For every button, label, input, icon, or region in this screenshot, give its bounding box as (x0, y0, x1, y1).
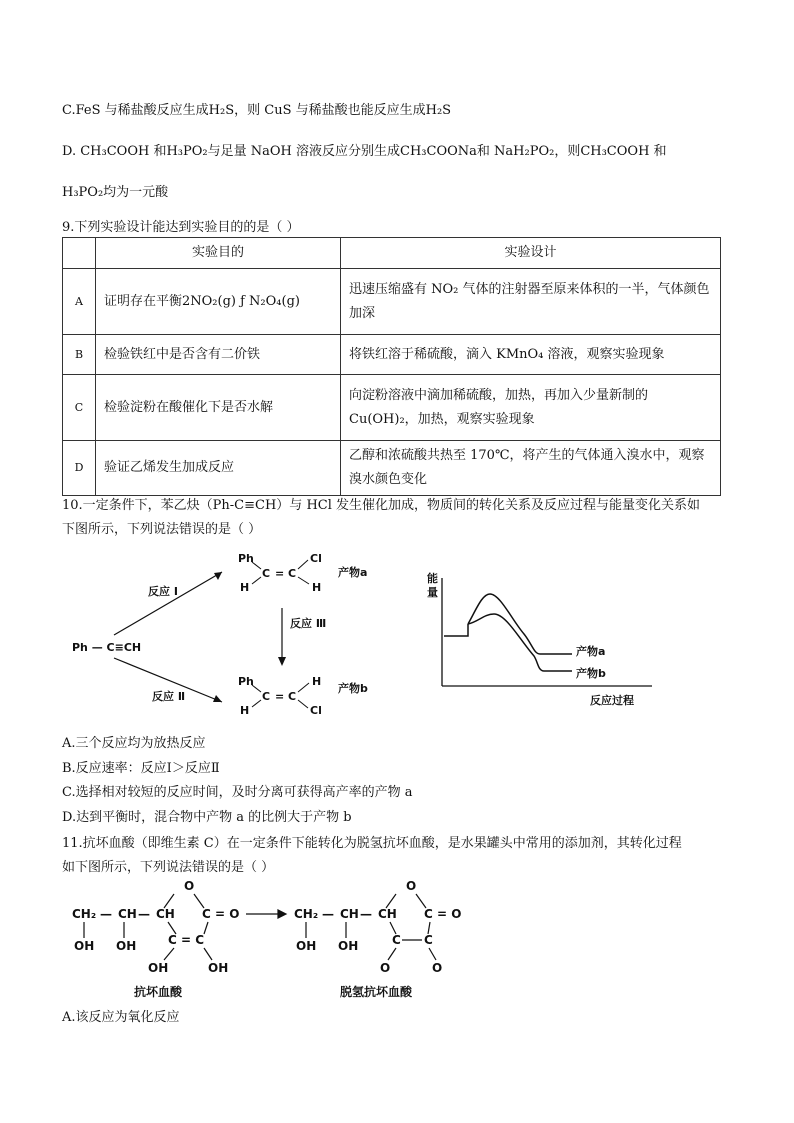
dash-label: — (100, 907, 112, 921)
row-purpose: 证明存在平衡2NO₂(g) ƒ N₂O₄(g) (96, 269, 341, 335)
q8-option-c (62, 99, 451, 118)
reaction-2-label: 反应 Ⅱ (152, 690, 186, 703)
bond (416, 894, 426, 908)
bond (298, 577, 309, 584)
c-eq-o-label: C = O (202, 907, 240, 921)
ch2-label: CH₂ (72, 907, 97, 921)
bond (298, 700, 308, 708)
row-design: 将铁红溶于稀硫酸，滴入 KMnO₄ 溶液，观察实验现象 (341, 335, 721, 375)
bond (194, 894, 204, 908)
bond (298, 560, 308, 569)
product-b-label: 产物b (338, 682, 368, 695)
q8-option-d-cont: H₃PO₂均为一元酸 (62, 185, 169, 200)
o-label: O (380, 961, 391, 975)
bond (252, 562, 261, 569)
option-text: FeS 与稀盐酸反应生成H₂S，则 CuS 与稀盐酸也能反应生成H₂S (75, 103, 452, 118)
option-prefix: C. (62, 103, 76, 118)
equals-label: = (275, 567, 285, 580)
q10-energy-diagram (420, 570, 660, 710)
row-label: A (63, 269, 96, 335)
equals-label: = (275, 690, 285, 703)
curve-label-a: 产物a (576, 645, 606, 658)
ph-label: Ph (238, 552, 254, 565)
dash-label: — (322, 907, 334, 921)
bond (252, 577, 261, 584)
arrowhead-icon (278, 910, 286, 918)
bond (164, 948, 174, 960)
row-purpose: 验证乙烯发生加成反应 (96, 441, 341, 496)
q9-table (62, 237, 721, 496)
oh-label: OH (116, 939, 137, 953)
table-row (63, 375, 721, 441)
bond (298, 683, 309, 692)
row-design: 乙醇和浓硫酸共热至 170℃，将产生的气体通入溴水中，观察溴水颜色变化 (341, 441, 721, 496)
bond (386, 894, 396, 908)
row-label: B (63, 335, 96, 375)
arrowhead-icon (278, 657, 286, 666)
bond (388, 948, 396, 960)
header-purpose: 实验目的 (96, 238, 341, 269)
bond (429, 948, 436, 960)
bond (252, 700, 261, 707)
oh-label: OH (208, 961, 229, 975)
row-design: 向淀粉溶液中滴加稀硫酸，加热，再加入少量新制的 Cu(OH)₂，加热，观察实验现象 (341, 375, 721, 441)
oh-label: OH (74, 939, 95, 953)
o-label: O (406, 879, 417, 893)
q10-stem-line1: 10.一定条件下，苯乙炔（Ph-C≡CH）与 HCl 发生催化加成，物质间的转化关系及反应过程与能量变化关系如 (62, 498, 701, 513)
c-label: C (288, 690, 297, 703)
q11-stem-line1: 11.抗坏血酸（即维生素 C）在一定条件下能转化为脱氢抗坏血酸，是水果罐头中常用的添加剂，其转化过程 (62, 836, 682, 851)
bond (204, 948, 212, 960)
c-label: C (288, 567, 297, 580)
row-label: C (63, 375, 96, 441)
y-axis-label: 能 (427, 572, 438, 585)
product-a-label: 产物a (338, 566, 368, 579)
ch-label: CH (118, 907, 137, 921)
option-text: CH₃COOH 和H₃PO₂与足量 NaOH 溶液反应分别生成CH₃COONa和 NaH₂PO₂，则CH₃COOH 和 (80, 144, 667, 159)
h-label: H (312, 675, 322, 688)
c-label: C (424, 933, 433, 947)
q8-option-d (62, 140, 667, 159)
ch2-label: CH₂ (294, 907, 319, 921)
q10-option-d: D.达到平衡时，混合物中产物 a 的比例大于产物 b (62, 810, 352, 825)
c-eq-c-label: C = C (168, 933, 205, 947)
reactant-label: Ph — C≡CH (72, 641, 142, 654)
table-row (63, 441, 721, 496)
c-label: C (392, 933, 401, 947)
ch-label: CH (378, 907, 397, 921)
h-label: H (312, 581, 322, 594)
q10-option-c: C.选择相对较短的反应时间，及时分离可获得高产率的产物 a (62, 785, 413, 800)
h-label: H (240, 581, 250, 594)
oh-label: OH (148, 961, 169, 975)
c-eq-o-label: C = O (424, 907, 462, 921)
q10-option-b: B.反应速率：反应Ⅰ＞反应Ⅱ (62, 761, 220, 776)
row-design: 迅速压缩盛有 NO₂ 气体的注射器至原来体积的一半，气体颜色加深 (341, 269, 721, 335)
reaction-3-label: 反应 Ⅲ (290, 617, 327, 630)
c-label: C (262, 567, 271, 580)
q10-stem-line2: 下图所示，下列说法错误的是（ ） (62, 522, 262, 537)
dash-label: — (360, 907, 372, 921)
cl-label: Cl (310, 552, 322, 565)
oh-label: OH (296, 939, 317, 953)
right-compound-name: 脱氢抗坏血酸 (340, 985, 413, 999)
bond (164, 894, 174, 908)
left-compound-name: 抗坏血酸 (134, 985, 183, 999)
c-label: C (262, 690, 271, 703)
y-axis-label: 量 (427, 586, 438, 599)
energy-curve-b (468, 614, 572, 671)
bond (204, 922, 208, 934)
cl-label: Cl (310, 704, 322, 717)
q11-reaction-diagram (62, 876, 492, 1004)
q9-stem: 9.下列实验设计能达到实验目的的是（ ） (62, 220, 300, 235)
row-purpose: 检验淀粉在酸催化下是否水解 (96, 375, 341, 441)
header-design: 实验设计 (341, 238, 721, 269)
bond (252, 685, 261, 692)
table-row (63, 269, 721, 335)
table-row (63, 335, 721, 375)
q11-option-a: A.该反应为氧化反应 (62, 1010, 180, 1025)
oh-label: OH (338, 939, 359, 953)
arrow-reaction-1 (114, 572, 222, 635)
h-label: H (240, 704, 250, 717)
row-purpose: 检验铁红中是否含有二价铁 (96, 335, 341, 375)
baseline-curve (444, 624, 468, 636)
row-label: D (63, 441, 96, 496)
reaction-1-label: 反应 Ⅰ (148, 585, 178, 598)
header-blank (63, 238, 96, 269)
x-axis-label: 反应过程 (590, 694, 634, 707)
ch-label: CH (340, 907, 359, 921)
option-prefix: D. (62, 144, 77, 159)
energy-curve-a (468, 594, 572, 654)
curve-label-b: 产物b (576, 667, 606, 680)
ph-label: Ph (238, 675, 254, 688)
o-label: O (432, 961, 443, 975)
dash-label: — (138, 907, 150, 921)
q10-reaction-scheme (62, 540, 412, 725)
ch-label: CH (156, 907, 175, 921)
q10-option-a: A.三个反应均为放热反应 (62, 736, 206, 751)
o-label: O (184, 879, 195, 893)
q11-stem-line2: 如下图所示，下列说法错误的是（ ） (62, 860, 275, 875)
table-header-row (63, 238, 721, 269)
